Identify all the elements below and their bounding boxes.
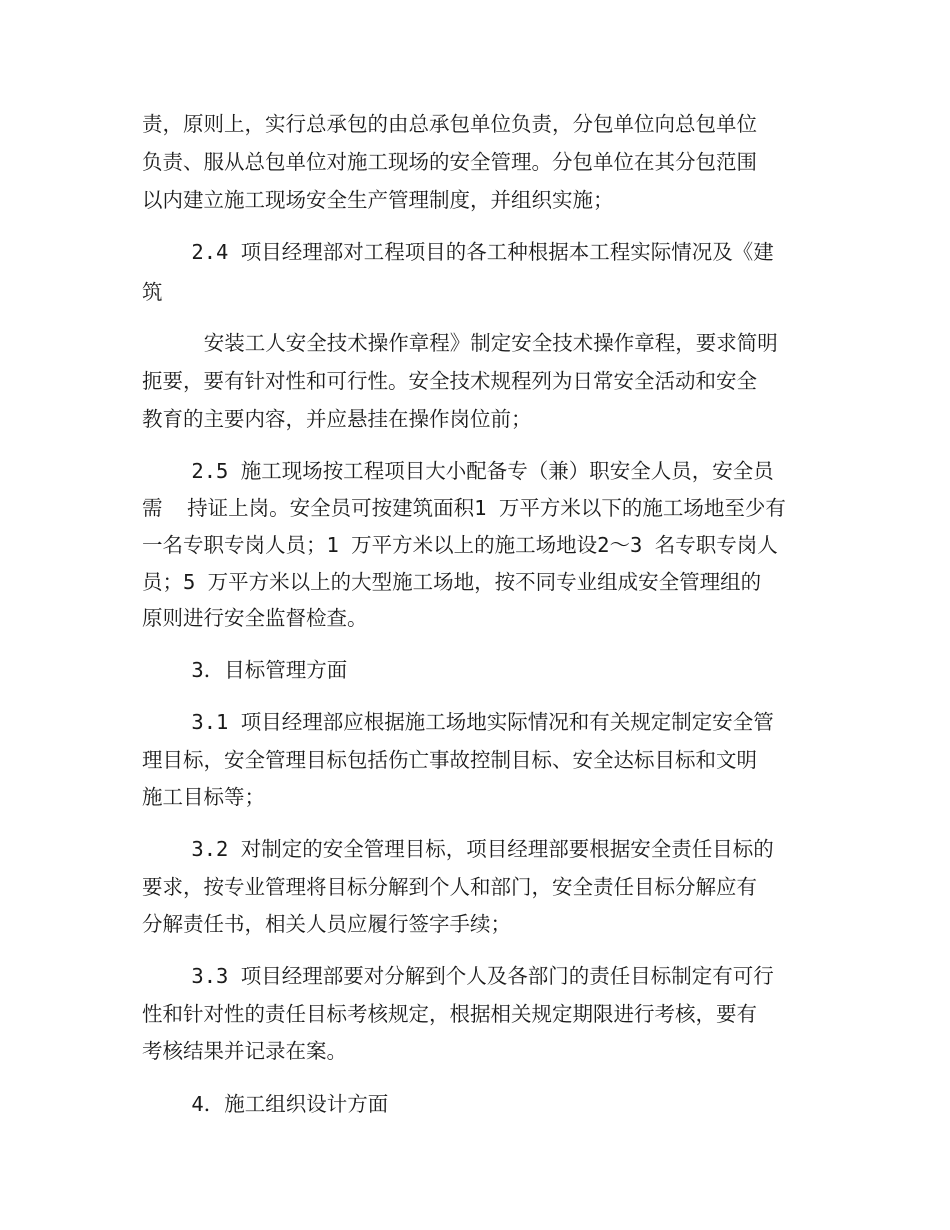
text-line: 理目标，安全管理目标包括伤亡事故控制目标、安全达标目标和文明: [142, 748, 757, 772]
text-line: 筑: [142, 280, 163, 304]
text-line: 员；5 万平方米以上的大型施工场地，按不同专业组成安全管理组的: [142, 570, 762, 594]
text-line: 一名专职专岗人员；1 万平方米以上的施工场地设2～3 名专职专岗人: [142, 533, 778, 557]
text-line: 安装工人安全技术操作章程》制定安全技术操作章程，要求简明: [142, 331, 778, 355]
text-line: 要求，按专业管理将目标分解到个人和部门，安全责任目标分解应有: [142, 875, 757, 899]
text-line: 责，原则上，实行总承包的由总承包单位负责，分包单位向总包单位: [142, 112, 757, 136]
text-line: 2.4 项目经理部对工程项目的各工种根据本工程实际情况及《建: [142, 240, 774, 264]
section-heading: 4．施工组织设计方面: [142, 1092, 389, 1116]
text-line: 考核结果并记录在案。: [142, 1039, 347, 1063]
text-line: 原则进行安全监督检查。: [142, 606, 368, 630]
text-line: 扼要，要有针对性和可行性。安全技术规程列为日常安全活动和安全: [142, 369, 757, 393]
text-line: 3.2 对制定的安全管理目标，项目经理部要根据安全责任目标的: [142, 837, 774, 861]
section-heading: 3．目标管理方面: [142, 658, 348, 682]
text-line: 分解责任书，相关人员应履行签字手续；: [142, 912, 511, 936]
text-line: 以内建立施工现场安全生产管理制度，并组织实施；: [142, 188, 614, 212]
text-line: 负责、服从总包单位对施工现场的安全管理。分包单位在其分包范围: [142, 150, 757, 174]
text-line: 施工目标等；: [142, 785, 265, 809]
text-line: 性和针对性的责任目标考核规定，根据相关规定期限进行考核，要有: [142, 1002, 757, 1026]
text-line: 教育的主要内容，并应悬挂在操作岗位前；: [142, 407, 532, 431]
text-line: 2.5 施工现场按工程项目大小配备专（兼）职安全人员，安全员: [142, 459, 774, 483]
text-line: 3.3 项目经理部要对分解到个人及各部门的责任目标制定有可行: [142, 964, 774, 988]
text-line: 需 持证上岗。安全员可按建筑面积1 万平方米以下的施工场地至少有: [142, 496, 786, 520]
text-line: 3.1 项目经理部应根据施工场地实际情况和有关规定制定安全管: [142, 710, 774, 734]
